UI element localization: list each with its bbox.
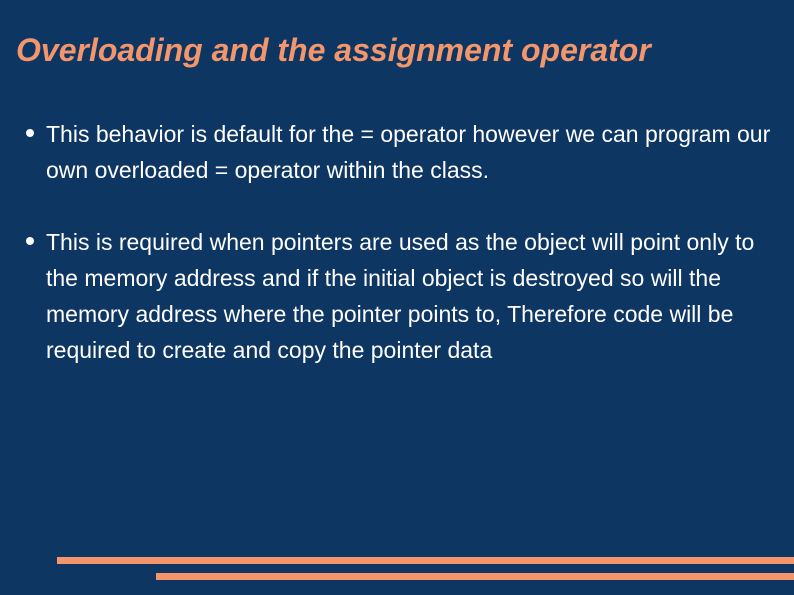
bullet-text: This is required when pointers are used as the object will point only to the memory address and if the initial object is destroyed so will the memory address where the pointer points to, Therefore code will be required to create and copy the pointer data — [46, 229, 755, 363]
decorative-rule-upper — [57, 557, 794, 564]
bullet-dot-icon — [26, 129, 34, 137]
decorative-rule-lower — [156, 573, 794, 580]
bullet-dot-icon — [26, 237, 34, 245]
slide-title: Overloading and the assignment operator — [16, 32, 651, 68]
bullet-text: This behavior is default for the = operator however we can program our own overloaded = operator within the class. — [46, 121, 771, 183]
